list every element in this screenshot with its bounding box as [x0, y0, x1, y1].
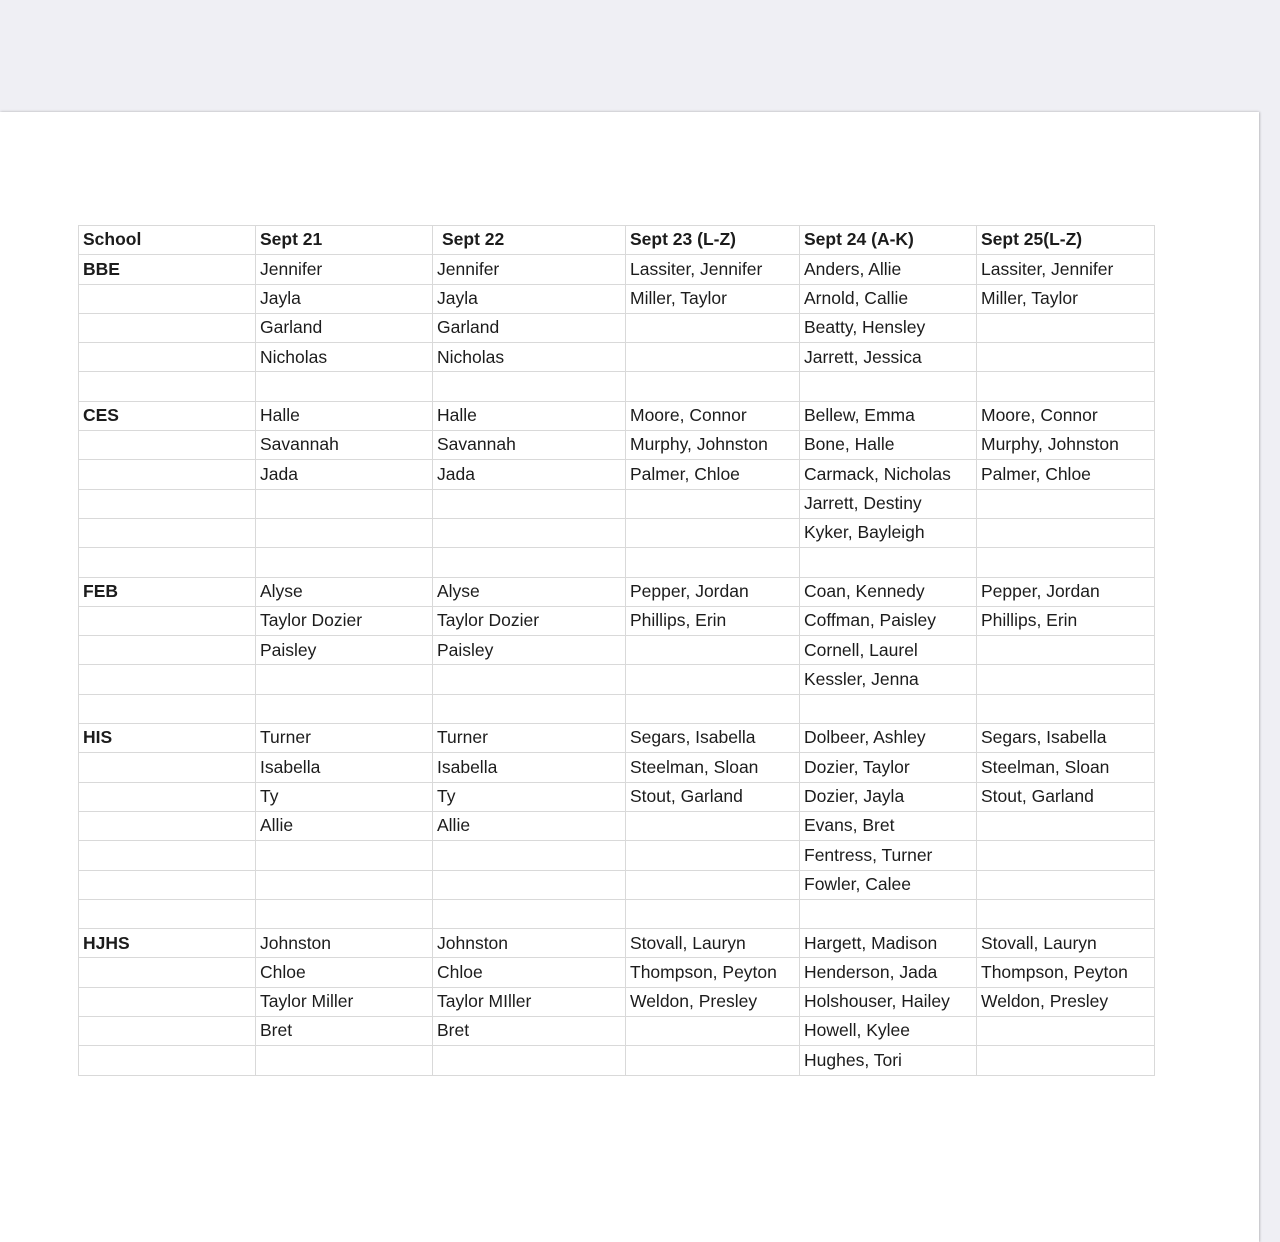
sept-23-cell	[626, 1017, 800, 1046]
sept-25-cell: Segars, Isabella	[977, 724, 1155, 753]
table-row	[79, 899, 1155, 928]
sept-21-cell	[256, 870, 433, 899]
sept-23-cell	[626, 870, 800, 899]
sept-23-cell	[626, 841, 800, 870]
table-row	[79, 841, 1155, 870]
sept-25-cell	[977, 1017, 1155, 1046]
sept-21-cell: Jada	[256, 460, 433, 489]
school-cell	[79, 958, 256, 987]
school-cell	[79, 636, 256, 665]
sept-25-cell	[977, 518, 1155, 547]
sept-21-cell	[256, 694, 433, 723]
sept-21-cell: Paisley	[256, 636, 433, 665]
sept-23-cell: Segars, Isabella	[626, 724, 800, 753]
table-row	[79, 577, 1155, 606]
sept-22-cell: Turner	[433, 724, 626, 753]
sept-22-cell: Taylor Dozier	[433, 606, 626, 635]
sept-21-cell	[256, 665, 433, 694]
sept-22-cell	[433, 870, 626, 899]
table-row	[79, 958, 1155, 987]
sept-21-cell: Turner	[256, 724, 433, 753]
sept-24-cell	[800, 899, 977, 928]
column-header-school: School	[79, 226, 256, 255]
sept-24-cell: Evans, Bret	[800, 811, 977, 840]
sept-24-cell: Dozier, Jayla	[800, 782, 977, 811]
sept-21-cell: Nicholas	[256, 343, 433, 372]
sept-24-cell: Coffman, Paisley	[800, 606, 977, 635]
school-cell	[79, 1046, 256, 1075]
sept-23-cell: Steelman, Sloan	[626, 753, 800, 782]
table-row	[79, 460, 1155, 489]
sept-22-cell: Jada	[433, 460, 626, 489]
school-cell	[79, 284, 256, 313]
column-header-sept-25: Sept 25(L-Z)	[977, 226, 1155, 255]
sept-22-cell: Nicholas	[433, 343, 626, 372]
table-row	[79, 431, 1155, 460]
table-row	[79, 929, 1155, 958]
sept-23-cell: Phillips, Erin	[626, 606, 800, 635]
sept-24-cell: Kyker, Bayleigh	[800, 518, 977, 547]
sept-25-cell: Miller, Taylor	[977, 284, 1155, 313]
table-row	[79, 753, 1155, 782]
sept-25-cell	[977, 694, 1155, 723]
sept-24-cell: Kessler, Jenna	[800, 665, 977, 694]
sept-23-cell	[626, 518, 800, 547]
sept-25-cell	[977, 870, 1155, 899]
sept-21-cell: Chloe	[256, 958, 433, 987]
sept-24-cell: Fentress, Turner	[800, 841, 977, 870]
sept-25-cell	[977, 1046, 1155, 1075]
school-cell	[79, 870, 256, 899]
table-header-row	[79, 226, 1155, 255]
sept-21-cell: Jennifer	[256, 255, 433, 284]
sept-21-cell: Isabella	[256, 753, 433, 782]
school-cell	[79, 1017, 256, 1046]
sept-24-cell: Cornell, Laurel	[800, 636, 977, 665]
sept-23-cell: Lassiter, Jennifer	[626, 255, 800, 284]
sept-21-cell	[256, 489, 433, 518]
table-row	[79, 284, 1155, 313]
school-cell	[79, 811, 256, 840]
sept-25-cell	[977, 636, 1155, 665]
sept-22-cell	[433, 1046, 626, 1075]
sept-24-cell: Carmack, Nicholas	[800, 460, 977, 489]
sept-22-cell: Paisley	[433, 636, 626, 665]
sept-23-cell	[626, 343, 800, 372]
sept-24-cell: Hughes, Tori	[800, 1046, 977, 1075]
sept-22-cell	[433, 518, 626, 547]
table-row	[79, 255, 1155, 284]
school-cell: FEB	[79, 577, 256, 606]
table-row	[79, 343, 1155, 372]
school-cell	[79, 343, 256, 372]
sept-25-cell	[977, 343, 1155, 372]
sept-24-cell: Jarrett, Destiny	[800, 489, 977, 518]
table-row	[79, 518, 1155, 547]
school-cell	[79, 606, 256, 635]
document-page	[0, 112, 1259, 1242]
sept-23-cell: Miller, Taylor	[626, 284, 800, 313]
sept-24-cell: Hargett, Madison	[800, 929, 977, 958]
sept-25-cell	[977, 811, 1155, 840]
sept-22-cell: Jayla	[433, 284, 626, 313]
sept-21-cell: Jayla	[256, 284, 433, 313]
sept-22-cell	[433, 841, 626, 870]
table-row	[79, 636, 1155, 665]
sept-22-cell	[433, 489, 626, 518]
school-cell	[79, 665, 256, 694]
sept-22-cell	[433, 665, 626, 694]
sept-25-cell: Murphy, Johnston	[977, 431, 1155, 460]
sept-21-cell: Taylor Miller	[256, 987, 433, 1016]
school-cell	[79, 313, 256, 342]
school-cell	[79, 694, 256, 723]
table-row	[79, 1046, 1155, 1075]
sept-25-cell	[977, 841, 1155, 870]
table-row	[79, 606, 1155, 635]
school-cell: BBE	[79, 255, 256, 284]
sept-22-cell: Isabella	[433, 753, 626, 782]
table-row	[79, 401, 1155, 430]
column-header-sept-23: Sept 23 (L-Z)	[626, 226, 800, 255]
table-row	[79, 665, 1155, 694]
sept-24-cell: Bone, Halle	[800, 431, 977, 460]
sept-22-cell	[433, 694, 626, 723]
school-cell	[79, 372, 256, 401]
sept-23-cell: Murphy, Johnston	[626, 431, 800, 460]
sept-21-cell: Savannah	[256, 431, 433, 460]
sept-22-cell: Chloe	[433, 958, 626, 987]
sept-23-cell: Stovall, Lauryn	[626, 929, 800, 958]
sept-22-cell: Garland	[433, 313, 626, 342]
table-row	[79, 811, 1155, 840]
sept-25-cell: Palmer, Chloe	[977, 460, 1155, 489]
sept-23-cell	[626, 899, 800, 928]
school-cell	[79, 841, 256, 870]
sept-25-cell: Lassiter, Jennifer	[977, 255, 1155, 284]
sept-22-cell: Alyse	[433, 577, 626, 606]
sept-25-cell	[977, 372, 1155, 401]
sept-25-cell	[977, 899, 1155, 928]
sept-25-cell	[977, 665, 1155, 694]
sept-23-cell	[626, 694, 800, 723]
sept-21-cell	[256, 372, 433, 401]
sept-25-cell: Phillips, Erin	[977, 606, 1155, 635]
school-cell	[79, 518, 256, 547]
sept-23-cell	[626, 636, 800, 665]
sept-23-cell	[626, 811, 800, 840]
sept-24-cell: Beatty, Hensley	[800, 313, 977, 342]
sept-22-cell: Halle	[433, 401, 626, 430]
sept-24-cell: Howell, Kylee	[800, 1017, 977, 1046]
sept-21-cell	[256, 899, 433, 928]
sept-23-cell	[626, 489, 800, 518]
school-cell	[79, 460, 256, 489]
column-header-sept-21: Sept 21	[256, 226, 433, 255]
table-body	[79, 255, 1155, 1075]
sept-23-cell: Stout, Garland	[626, 782, 800, 811]
sept-21-cell	[256, 1046, 433, 1075]
sept-21-cell: Allie	[256, 811, 433, 840]
sept-25-cell	[977, 489, 1155, 518]
sept-25-cell: Stout, Garland	[977, 782, 1155, 811]
sept-21-cell: Alyse	[256, 577, 433, 606]
sept-23-cell: Thompson, Peyton	[626, 958, 800, 987]
sept-23-cell	[626, 1046, 800, 1075]
sept-24-cell: Arnold, Callie	[800, 284, 977, 313]
sept-21-cell	[256, 518, 433, 547]
school-cell	[79, 489, 256, 518]
sept-22-cell: Allie	[433, 811, 626, 840]
sept-22-cell	[433, 548, 626, 577]
sept-22-cell: Johnston	[433, 929, 626, 958]
sept-25-cell: Moore, Connor	[977, 401, 1155, 430]
table-row	[79, 372, 1155, 401]
sept-23-cell: Weldon, Presley	[626, 987, 800, 1016]
sept-25-cell: Stovall, Lauryn	[977, 929, 1155, 958]
sept-24-cell: Holshouser, Hailey	[800, 987, 977, 1016]
sept-24-cell: Anders, Allie	[800, 255, 977, 284]
sept-21-cell: Ty	[256, 782, 433, 811]
sept-22-cell: Jennifer	[433, 255, 626, 284]
table-row	[79, 987, 1155, 1016]
school-cell	[79, 431, 256, 460]
sept-21-cell	[256, 841, 433, 870]
schedule-table	[78, 225, 1155, 1076]
school-cell: CES	[79, 401, 256, 430]
table-row	[79, 694, 1155, 723]
sept-23-cell: Moore, Connor	[626, 401, 800, 430]
sept-25-cell: Weldon, Presley	[977, 987, 1155, 1016]
table-row	[79, 548, 1155, 577]
sept-23-cell: Pepper, Jordan	[626, 577, 800, 606]
sept-21-cell: Bret	[256, 1017, 433, 1046]
sept-21-cell	[256, 548, 433, 577]
sept-22-cell: Ty	[433, 782, 626, 811]
sept-23-cell	[626, 548, 800, 577]
sept-25-cell: Steelman, Sloan	[977, 753, 1155, 782]
table-row	[79, 313, 1155, 342]
sept-22-cell	[433, 372, 626, 401]
sept-24-cell: Jarrett, Jessica	[800, 343, 977, 372]
sept-21-cell: Halle	[256, 401, 433, 430]
sept-21-cell: Taylor Dozier	[256, 606, 433, 635]
table-row	[79, 782, 1155, 811]
sept-25-cell	[977, 313, 1155, 342]
school-cell	[79, 753, 256, 782]
school-cell: HIS	[79, 724, 256, 753]
sept-25-cell	[977, 548, 1155, 577]
sept-22-cell	[433, 899, 626, 928]
sept-23-cell: Palmer, Chloe	[626, 460, 800, 489]
table-row	[79, 1017, 1155, 1046]
sept-24-cell: Dolbeer, Ashley	[800, 724, 977, 753]
school-cell	[79, 782, 256, 811]
sept-21-cell: Johnston	[256, 929, 433, 958]
sept-23-cell	[626, 665, 800, 694]
school-cell	[79, 899, 256, 928]
sept-22-cell: Savannah	[433, 431, 626, 460]
column-header-sept-24: Sept 24 (A-K)	[800, 226, 977, 255]
school-cell: HJHS	[79, 929, 256, 958]
school-cell	[79, 548, 256, 577]
sept-24-cell: Henderson, Jada	[800, 958, 977, 987]
sept-24-cell: Fowler, Calee	[800, 870, 977, 899]
sept-24-cell: Dozier, Taylor	[800, 753, 977, 782]
sept-24-cell	[800, 548, 977, 577]
table-row	[79, 870, 1155, 899]
table-row	[79, 489, 1155, 518]
sept-23-cell	[626, 313, 800, 342]
sept-24-cell	[800, 694, 977, 723]
column-header-sept-22: Sept 22	[433, 226, 626, 255]
sept-22-cell: Bret	[433, 1017, 626, 1046]
sept-25-cell: Pepper, Jordan	[977, 577, 1155, 606]
table-row	[79, 724, 1155, 753]
sept-22-cell: Taylor MIller	[433, 987, 626, 1016]
sept-24-cell: Coan, Kennedy	[800, 577, 977, 606]
sept-24-cell: Bellew, Emma	[800, 401, 977, 430]
sept-24-cell	[800, 372, 977, 401]
sept-21-cell: Garland	[256, 313, 433, 342]
sept-25-cell: Thompson, Peyton	[977, 958, 1155, 987]
sept-23-cell	[626, 372, 800, 401]
school-cell	[79, 987, 256, 1016]
